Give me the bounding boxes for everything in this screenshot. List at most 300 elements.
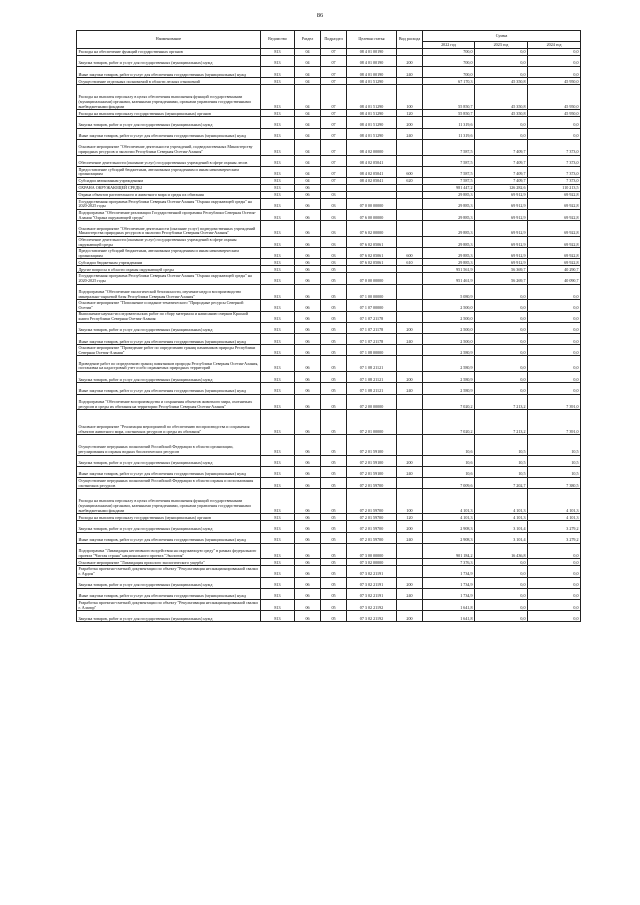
row-expense-type-code: 120 [397,110,423,117]
row-sum-2023: 0,0 [475,56,528,67]
row-sum-2024: 40 090,7 [528,273,581,284]
row-name: Осуществление отдельных полномочий в области лесных отношений [77,78,261,85]
row-subsection-code: 05 [321,372,347,383]
row-target-code: 07 1 08 21121 [347,383,397,394]
row-subsection-code: 05 [321,345,347,356]
row-subsection-code: 07 [321,110,347,117]
row-sum-2024: 0,0 [528,600,581,611]
row-sum-2023: 16 436,8 [475,543,528,559]
row-sum-2024: 45 950,0 [528,78,581,85]
row-sum-2024: 69 922,8 [528,259,581,266]
row-name: Подпрограмма "Обеспечение реализации Государственной программы Республики Северная Осетия-Алания "Охрана окружающей среды" [77,210,261,221]
row-name: Субсидии бюджетным учреждениям [77,259,261,266]
row-section-code: 06 [295,410,321,435]
row-section-code: 06 [295,356,321,372]
row-sum-2022: 1 641,8 [423,600,475,611]
table-row [77,566,581,577]
row-sum-2022: 1 734,9 [423,566,475,577]
row-subsection-code: 07 [321,56,347,67]
row-target-code: 07 1 08 00000 [347,345,397,356]
row-ministry-code: 813 [261,49,295,56]
row-sum-2022: 2 500,0 [423,300,475,311]
row-target-code: 08 4 01 51290 [347,78,397,85]
row-section-code: 04 [295,155,321,166]
table-row [77,611,581,622]
col-header-section: Раздел [295,31,321,49]
row-target-code: 08 4 02 00000 [347,139,397,155]
row-ministry-code: 813 [261,514,295,521]
col-header-2023: 2023 год [475,42,528,49]
row-sum-2023: 69 912,9 [475,210,528,221]
table-row [77,198,581,209]
row-expense-type-code [397,221,423,237]
table-row [77,372,581,383]
row-ministry-code: 813 [261,435,295,455]
row-ministry-code: 813 [261,273,295,284]
table-row [77,78,581,85]
row-section-code: 06 [295,273,321,284]
row-target-code: 07 3 00 00000 [347,543,397,559]
row-sum-2023: 0,0 [475,117,528,128]
row-target-code: 08 4 02 05041 [347,155,397,166]
table-row [77,383,581,394]
row-sum-2024: 10,5 [528,435,581,455]
row-name: Выполнение научно-исследовательских работ по сбору материала и написанию очерков Красной книги Республики Северная Осетия-Алания [77,311,261,322]
row-sum-2024: 0,0 [528,566,581,577]
row-sum-2024: 7 391,0 [528,410,581,435]
row-sum-2024: 0,0 [528,128,581,139]
row-subsection-code: 03 [321,248,347,259]
table-row [77,311,581,322]
row-section-code: 06 [295,372,321,383]
row-sum-2022: 29 885,3 [423,248,475,259]
row-subsection-code: 03 [321,237,347,248]
row-expense-type-code: 600 [397,166,423,177]
table-row [77,128,581,139]
row-sum-2022: 55 850,7 [423,110,475,117]
row-sum-2023: 0,0 [475,300,528,311]
row-subsection-code: 05 [321,356,347,372]
row-ministry-code: 813 [261,166,295,177]
row-name: Иные закупки товаров, работ и услуг для обеспечения государственных (муниципальных) нужд [77,334,261,345]
row-name: Расходы на выплаты персоналу государственных (муниципальных) органов [77,514,261,521]
row-sum-2022: 29 885,3 [423,191,475,198]
row-target-code: 07 3 02 21191 [347,577,397,588]
row-section-code: 06 [295,191,321,198]
table-row [77,588,581,599]
row-sum-2023: 7 409,7 [475,166,528,177]
table-row [77,300,581,311]
row-target-code: 08 4 01 00190 [347,67,397,78]
row-ministry-code: 813 [261,577,295,588]
table-row [77,191,581,198]
col-header-subsection: Подраздел [321,31,347,49]
row-ministry-code: 813 [261,259,295,266]
table-row [77,139,581,155]
row-sum-2024: 0,0 [528,284,581,300]
row-ministry-code: 813 [261,372,295,383]
row-sum-2023: 7 409,7 [475,139,528,155]
row-sum-2024: 69 922,8 [528,221,581,237]
row-sum-2022: 55 850,7 [423,85,475,110]
row-sum-2024: 0,0 [528,345,581,356]
row-ministry-code: 813 [261,184,295,191]
table-row [77,543,581,559]
row-name: Расходы на выплаты персоналу в целях обеспечения выполнения функций государственными (муниципальными) органами, казенными учреждениями, органами управления государственными внебюджетными фондами [77,489,261,514]
row-expense-type-code: 200 [397,455,423,466]
row-sum-2022: 2 908,3 [423,521,475,532]
row-name: Закупка товаров, работ и услуг для государственных (муниципальных) нужд [77,322,261,333]
row-expense-type-code [397,410,423,435]
row-name: Подпрограмма "Обеспечение воспроизводства и сохранения объектов животного мира, охотничьих ресурсов и среды их обитания на территории Республики Северная Осетия-Алания" [77,394,261,410]
row-target-code: 07 2 01 59700 [347,521,397,532]
row-sum-2024: 7 373,0 [528,139,581,155]
table-row [77,177,581,184]
row-subsection-code: 05 [321,514,347,521]
row-section-code: 06 [295,514,321,521]
row-sum-2024: 0,0 [528,588,581,599]
row-subsection-code: 05 [321,322,347,333]
row-ministry-code: 813 [261,532,295,543]
row-ministry-code: 813 [261,600,295,611]
row-sum-2022: 951 561,9 [423,266,475,273]
row-target-code: 07 6 02 05061 [347,259,397,266]
row-sum-2024: 69 922,8 [528,191,581,198]
row-name: Расходы на выплаты персоналу в целях обеспечения выполнения функций государственными (муниципальными) органами, казенными учреждениями, органами управления государственными внебюджетными фондами [77,85,261,110]
row-sum-2023: 10,5 [475,466,528,477]
row-name: Расходы на выплаты персоналу государственных (муниципальных) органов [77,110,261,117]
row-sum-2024: 0,0 [528,49,581,56]
row-target-code: 07 3 02 21192 [347,600,397,611]
table-row [77,577,581,588]
row-target-code: 07 2 01 59100 [347,455,397,466]
table-row [77,394,581,410]
row-subsection-code: 05 [321,394,347,410]
row-sum-2022: 2 580,9 [423,356,475,372]
row-subsection-code: 05 [321,455,347,466]
row-sum-2023: 69 912,9 [475,191,528,198]
row-subsection-code: 03 [321,259,347,266]
row-subsection-code: 07 [321,139,347,155]
row-ministry-code: 813 [261,559,295,566]
row-sum-2023: 7 213,2 [475,394,528,410]
row-subsection-code: 05 [321,383,347,394]
row-ministry-code: 813 [261,455,295,466]
row-expense-type-code: 200 [397,577,423,588]
row-target-code: 07 2 01 00000 [347,410,397,435]
row-name: ОХРАНА ОКРУЖАЮЩЕЙ СРЕДЫ [77,184,261,191]
row-sum-2024: 0,0 [528,67,581,78]
row-name: Подпрограмма "Обеспечение экологической безопасности, изучение недр и воспроизводство минерально-сырьевой базы Республики Северная Осетия-Алания" [77,284,261,300]
row-name: Закупка товаров, работ и услуг для государственных (муниципальных) нужд [77,117,261,128]
row-section-code: 04 [295,56,321,67]
row-section-code: 06 [295,521,321,532]
row-expense-type-code [397,394,423,410]
row-section-code: 04 [295,49,321,56]
row-sum-2023: 0,0 [475,128,528,139]
row-sum-2022: 7 587,5 [423,155,475,166]
row-target-code: 07 1 08 21121 [347,372,397,383]
row-subsection-code: 05 [321,410,347,435]
row-expense-type-code [397,266,423,273]
table-row [77,410,581,435]
row-ministry-code: 813 [261,334,295,345]
row-name: Предоставление субсидий бюджетным, автономным учреждениям и иным некоммерческим организациям [77,248,261,259]
row-subsection-code: 05 [321,532,347,543]
row-section-code: 06 [295,566,321,577]
row-expense-type-code [397,49,423,56]
row-ministry-code: 813 [261,300,295,311]
row-target-code: 07 2 01 59700 [347,478,397,489]
table-row [77,559,581,566]
table-row [77,478,581,489]
row-ministry-code: 813 [261,248,295,259]
row-name: Разработка проектно-сметной документации по объекту "Рекультивация несанкционированной свалки г. Ардон" [77,566,261,577]
row-section-code: 06 [295,259,321,266]
row-section-code: 06 [295,588,321,599]
row-name: Расходы на обеспечение функций государственных органов [77,49,261,56]
row-sum-2022: 29 885,3 [423,237,475,248]
row-target-code [347,191,397,198]
row-sum-2023: 0,0 [475,600,528,611]
table-row [77,466,581,477]
row-ministry-code: 813 [261,410,295,435]
row-expense-type-code [397,210,423,221]
row-name: Иные закупки товаров, работ и услуг для обеспечения государственных (муниципальных) нужд [77,466,261,477]
row-target-code: 08 4 02 05041 [347,166,397,177]
row-expense-type-code: 200 [397,521,423,532]
row-sum-2022: 2 500,0 [423,311,475,322]
row-expense-type-code: 240 [397,466,423,477]
row-target-code: 07 0 00 00000 [347,273,397,284]
table-row [77,489,581,514]
row-section-code: 06 [295,543,321,559]
row-target-code: 07 3 02 21192 [347,611,397,622]
row-sum-2024: 69 922,8 [528,210,581,221]
row-name: Закупка товаров, работ и услуг для государственных (муниципальных) нужд [77,577,261,588]
row-sum-2022: 7 020,2 [423,394,475,410]
row-name: Обеспечение деятельности (оказание услуг) государственных учреждений в сфере охраны окружающей среды [77,237,261,248]
row-sum-2023: 4 101,3 [475,489,528,514]
row-expense-type-code: 200 [397,56,423,67]
row-sum-2022: 10,6 [423,435,475,455]
row-expense-type-code: 120 [397,514,423,521]
row-subsection-code: 05 [321,466,347,477]
col-header-2024: 2024 год [528,42,581,49]
row-sum-2024: 45 950,0 [528,110,581,117]
row-ministry-code: 813 [261,566,295,577]
row-sum-2023: 45 350,8 [475,78,528,85]
row-expense-type-code: 200 [397,372,423,383]
row-sum-2024: 0,0 [528,611,581,622]
row-sum-2024: 7 373,0 [528,177,581,184]
row-ministry-code: 813 [261,221,295,237]
row-ministry-code: 813 [261,110,295,117]
row-expense-type-code: 240 [397,588,423,599]
table-row [77,49,581,56]
row-sum-2024: 0,0 [528,383,581,394]
row-ministry-code: 813 [261,284,295,300]
row-ministry-code: 813 [261,67,295,78]
row-section-code: 04 [295,78,321,85]
row-subsection-code: 07 [321,85,347,110]
row-sum-2022: 1 641,8 [423,611,475,622]
row-sum-2022: 2 908,3 [423,532,475,543]
row-subsection-code: 03 [321,210,347,221]
row-ministry-code: 813 [261,177,295,184]
row-subsection-code: 05 [321,311,347,322]
row-ministry-code: 813 [261,237,295,248]
row-sum-2024: 7 373,0 [528,155,581,166]
col-header-sum: Сумма [423,31,581,42]
row-section-code: 04 [295,128,321,139]
row-name: Основное мероприятие "Обеспечение деятельности (оказание услуг) подведомственных учреждений Министерства природных ресурсов и экологии Республики Северная Осетия-Алания" [77,221,261,237]
row-sum-2024: 69 922,8 [528,237,581,248]
row-target-code: 07 6 02 00000 [347,221,397,237]
row-section-code: 06 [295,345,321,356]
table-row [77,345,581,356]
row-subsection-code: 05 [321,266,347,273]
row-ministry-code: 813 [261,198,295,209]
row-name: Иные закупки товаров, работ и услуг для обеспечения государственных (муниципальных) нужд [77,128,261,139]
row-sum-2024: 7 380,5 [528,478,581,489]
row-sum-2022: 4 101,3 [423,489,475,514]
row-name: Иные закупки товаров, работ и услуг для обеспечения государственных (муниципальных) нужд [77,532,261,543]
row-expense-type-code [397,191,423,198]
row-sum-2022: 2 500,0 [423,334,475,345]
row-subsection-code: 07 [321,78,347,85]
row-subsection-code: 05 [321,566,347,577]
row-sum-2024: 0,0 [528,543,581,559]
row-section-code: 06 [295,466,321,477]
row-expense-type-code: 100 [397,489,423,514]
row-subsection-code: 05 [321,600,347,611]
row-sum-2024: 0,0 [528,356,581,372]
row-expense-type-code [397,559,423,566]
row-target-code: 07 1 00 00000 [347,284,397,300]
row-sum-2022: 901 184,2 [423,543,475,559]
row-name: Основное мероприятие "Проведение работ по определению границ памятников природы Республики Северная Осетия-Алания" [77,345,261,356]
row-subsection-code: 03 [321,191,347,198]
row-subsection-code: 05 [321,478,347,489]
row-ministry-code: 813 [261,128,295,139]
row-name: Основное мероприятие "Реализация мероприятий по обеспечению воспроизводства и сохранения объектов животного мира, охотничьих ресурсов и среды их обитания" [77,410,261,435]
row-target-code [347,266,397,273]
row-expense-type-code [397,543,423,559]
row-name: Закупка товаров, работ и услуг для государственных (муниципальных) нужд [77,521,261,532]
row-subsection-code: 05 [321,611,347,622]
row-sum-2023: 7 409,7 [475,155,528,166]
row-sum-2022: 951 461,9 [423,273,475,284]
row-name: Основное мероприятие "Пополнение и издание тематического "Природные ресурсы Северной Осетии" [77,300,261,311]
row-section-code: 06 [295,334,321,345]
row-subsection-code: 07 [321,117,347,128]
col-header-ministry: Ведомство [261,31,295,49]
row-sum-2022: 2 500,0 [423,322,475,333]
row-expense-type-code [397,300,423,311]
row-section-code: 06 [295,284,321,300]
row-subsection-code: 05 [321,334,347,345]
row-section-code: 06 [295,300,321,311]
table-row [77,266,581,273]
table-row [77,322,581,333]
row-target-code: 07 2 00 00000 [347,394,397,410]
row-section-code: 06 [295,577,321,588]
table-row [77,273,581,284]
row-section-code: 06 [295,559,321,566]
row-subsection-code: 07 [321,155,347,166]
row-sum-2024: 0,0 [528,56,581,67]
row-section-code: 04 [295,117,321,128]
table-row [77,435,581,455]
row-target-code: 07 3 02 21191 [347,588,397,599]
table-row [77,166,581,177]
row-sum-2024: 7 373,0 [528,166,581,177]
row-name: Закупка товаров, работ и услуг для государственных (муниципальных) нужд [77,372,261,383]
row-target-code: 07 1 07 21178 [347,322,397,333]
row-name: Государственная программа Республики Северная Осетия-Алания "Охрана окружающей среды" на 2020-2025 годы [77,273,261,284]
row-expense-type-code: 200 [397,611,423,622]
row-sum-2022: 7 587,5 [423,166,475,177]
table-body [77,49,581,622]
row-sum-2022: 7 020,2 [423,410,475,435]
table-row [77,117,581,128]
row-name: Закупка товаров, работ и услуг для государственных (муниципальных) нужд [77,455,261,466]
row-subsection-code [321,184,347,191]
row-sum-2023: 0,0 [475,372,528,383]
row-sum-2024: 4 101,3 [528,489,581,514]
row-section-code: 04 [295,139,321,155]
table-row [77,514,581,521]
row-subsection-code: 05 [321,577,347,588]
row-sum-2024: 0,0 [528,322,581,333]
table-row [77,210,581,221]
row-sum-2024: 7 391,0 [528,394,581,410]
row-section-code: 06 [295,210,321,221]
row-section-code: 04 [295,67,321,78]
row-target-code: 08 4 02 05041 [347,177,397,184]
table-row [77,455,581,466]
row-expense-type-code [397,155,423,166]
row-sum-2023: 0,0 [475,566,528,577]
col-header-2022: 2022 год [423,42,475,49]
row-subsection-code: 05 [321,588,347,599]
row-target-code: 07 2 01 59100 [347,435,397,455]
row-name: Обеспечение деятельности (оказание услуг) государственных учреждений в сфере охраны лесов [77,155,261,166]
row-ministry-code: 813 [261,356,295,372]
row-ministry-code: 813 [261,322,295,333]
row-sum-2023: 0,0 [475,49,528,56]
row-target-code: 08 4 01 51290 [347,117,397,128]
row-subsection-code: 03 [321,198,347,209]
row-expense-type-code [397,237,423,248]
row-expense-type-code [397,198,423,209]
row-name: Охрана объектов растительного и животного мира и среды их обитания [77,191,261,198]
row-expense-type-code [397,345,423,356]
row-sum-2023: 0,0 [475,588,528,599]
row-sum-2023: 0,0 [475,322,528,333]
row-section-code: 04 [295,166,321,177]
row-target-code: 08 4 01 51290 [347,128,397,139]
row-sum-2022: 29 885,3 [423,221,475,237]
row-target-code: 07 6 00 00000 [347,210,397,221]
row-sum-2022: 67 170,3 [423,78,475,85]
row-section-code: 04 [295,177,321,184]
row-sum-2022: 7 587,5 [423,139,475,155]
table-row [77,67,581,78]
row-sum-2022: 700,0 [423,67,475,78]
table-header-row [77,31,581,42]
